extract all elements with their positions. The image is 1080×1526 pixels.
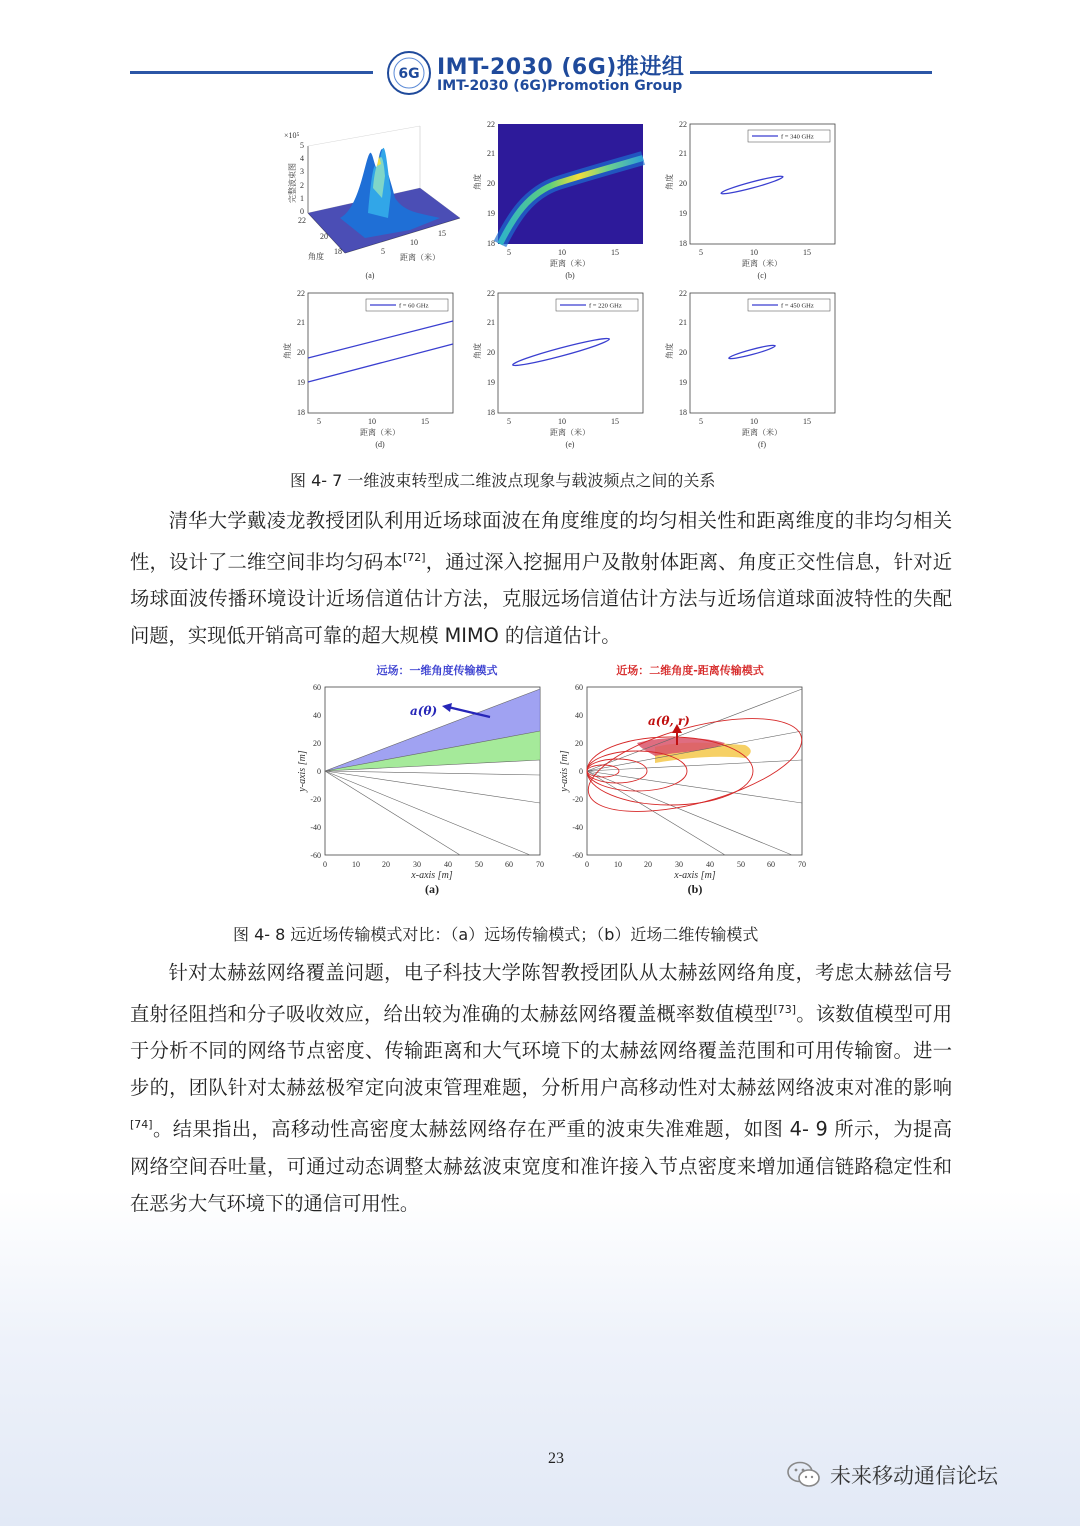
- fig47-panel-b: [468, 118, 653, 286]
- fa-x-2: 20: [382, 860, 390, 869]
- pf-xlabel: 距离（米）: [742, 428, 782, 437]
- fa-x-3: 30: [413, 860, 421, 869]
- pb-y-tick-2: 20: [487, 179, 495, 188]
- fa-y-2: 20: [313, 739, 321, 748]
- header-title: IMT-2030 (6G)推进组: [437, 55, 685, 80]
- fig48-panel-b: [555, 655, 820, 900]
- pf-y-tick-2: 20: [679, 348, 687, 357]
- pd-y-tick-1: 21: [297, 318, 305, 327]
- panel-a-label: (a): [365, 271, 375, 280]
- pd-x-tick-2: 15: [421, 417, 429, 426]
- fb-y-2: 20: [575, 739, 583, 748]
- pc-label: (c): [757, 271, 767, 280]
- pd-xlabel: 距离（米）: [360, 428, 400, 437]
- pb-y-tick-3: 19: [487, 209, 495, 218]
- pe-ylabel: 角度: [473, 343, 482, 359]
- pb-x-tick-1: 10: [558, 248, 566, 257]
- dist-label: 距离（米）: [400, 253, 440, 262]
- fig48b-annotation: a(θ, r): [648, 714, 690, 728]
- pc-xlabel: 距离（米）: [742, 259, 782, 268]
- pc-y-tick-0: 22: [679, 120, 687, 129]
- fa-x-6: 60: [505, 860, 513, 869]
- fb-y-5: -40: [572, 823, 583, 832]
- pc-y-tick-3: 19: [679, 209, 687, 218]
- pb-ylabel: 角度: [473, 174, 482, 190]
- pb-y-tick-0: 22: [487, 120, 495, 129]
- fa-label: (a): [425, 882, 439, 896]
- za-tick-5: 5: [300, 141, 304, 150]
- fb-x-5: 50: [737, 860, 745, 869]
- pd-y-tick-3: 19: [297, 378, 305, 387]
- angle-tick-0: 22: [298, 216, 306, 225]
- fig47-panel-e: [468, 287, 653, 455]
- fa-y-4: -20: [310, 795, 321, 804]
- header-rule-right: [690, 71, 932, 74]
- za-tick-3: 3: [300, 167, 304, 176]
- pf-legend: f = 450 GHz: [781, 302, 814, 310]
- fb-xlabel: x-axis [m]: [674, 870, 716, 881]
- pd-y-tick-2: 20: [297, 348, 305, 357]
- za-tick-4: 4: [300, 154, 304, 163]
- dist-tick-0: 15: [438, 229, 446, 238]
- pf-y-tick-1: 21: [679, 318, 687, 327]
- angle-tick-1: 20: [320, 232, 328, 241]
- pc-y-tick-1: 21: [679, 149, 687, 158]
- fb-y-6: -60: [572, 851, 583, 860]
- pc-x-tick-1: 10: [750, 248, 758, 257]
- watermark-text: 未来移动通信论坛: [830, 1464, 998, 1488]
- dist-tick-2: 5: [381, 247, 385, 256]
- pd-legend: f = 60 GHz: [399, 302, 429, 310]
- fa-ylabel: y-axis [m]: [297, 750, 308, 792]
- citation-72: [72]: [402, 551, 426, 564]
- pb-y-tick-4: 18: [487, 239, 495, 248]
- fb-x-6: 60: [767, 860, 775, 869]
- pd-x-tick-0: 5: [317, 417, 321, 426]
- watermark: [786, 1460, 998, 1490]
- pf-y-tick-0: 22: [679, 289, 687, 298]
- angle-tick-2: 18: [334, 247, 342, 256]
- fb-y-3: 0: [579, 767, 583, 776]
- pe-legend: f = 220 GHz: [589, 302, 622, 310]
- za-scale: ×10⁵: [284, 131, 300, 140]
- pe-label: (e): [565, 440, 575, 449]
- fig47-panel-f: [660, 287, 845, 455]
- pe-y-tick-2: 20: [487, 348, 495, 357]
- fa-x-1: 10: [352, 860, 360, 869]
- pd-ylabel: 角度: [283, 343, 292, 359]
- pe-y-tick-4: 18: [487, 408, 495, 417]
- pe-x-tick-2: 15: [611, 417, 619, 426]
- page-number: 23: [548, 1450, 564, 1467]
- fig47-panel-c: [660, 118, 845, 286]
- fa-x-4: 40: [444, 860, 452, 869]
- pd-y-tick-0: 22: [297, 289, 305, 298]
- paragraph-2: 针对太赫兹网络覆盖问题，电子科技大学陈智教授团队从太赫兹网络角度，考虑太赫兹信号直射径阻挡和分子吸收效应，给出较为准确的太赫兹网络覆盖概率数值模型[73]。该数值模型可用于分析不同的网络节点密度、传输距离和大气环境下的太赫兹网络覆盖范围和可用传输窗。进一步的，团队针对太赫兹极窄定向波束管理难题，分析用户高移动性对太赫兹网络波束对准的影响[74]。结果指出，高移动性高密度太赫兹网络存在严重的波束失准难题，如图 4- 9 所示，为提高网络空间吞吐量，可通过动态调整太赫兹波束宽度和准许接入节点密度来增加通信链路稳定性和在恶劣大气环境下的通信可用性。: [130, 961, 952, 1215]
- fb-x-0: 0: [585, 860, 589, 869]
- pe-y-tick-0: 22: [487, 289, 495, 298]
- pd-x-tick-1: 10: [368, 417, 376, 426]
- pf-y-tick-3: 19: [679, 378, 687, 387]
- citation-74: [74]: [130, 1118, 153, 1132]
- wechat-icon: [786, 1460, 822, 1490]
- fb-x-4: 40: [706, 860, 714, 869]
- fb-x-2: 20: [644, 860, 652, 869]
- pe-y-tick-3: 19: [487, 378, 495, 387]
- header-subtitle: IMT-2030 (6G)Promotion Group: [437, 78, 683, 94]
- fa-x-7: 70: [536, 860, 544, 869]
- fb-y-4: -20: [572, 795, 583, 804]
- pc-x-tick-2: 15: [803, 248, 811, 257]
- pf-ylabel: 角度: [665, 343, 674, 359]
- fb-x-3: 30: [675, 860, 683, 869]
- pe-x-tick-1: 10: [558, 417, 566, 426]
- fb-y-1: 40: [575, 711, 583, 720]
- dist-tick-1: 10: [410, 238, 418, 247]
- fb-x-1: 10: [614, 860, 622, 869]
- pc-ylabel: 角度: [665, 174, 674, 190]
- imt2030-logo-icon: [386, 50, 432, 96]
- pf-x-tick-2: 15: [803, 417, 811, 426]
- fb-y-0: 60: [575, 683, 583, 692]
- pf-y-tick-4: 18: [679, 408, 687, 417]
- pb-xlabel: 距离（米）: [550, 259, 590, 268]
- figure-4-7-caption: 图 4- 7 一维波束转型成二维波点现象与载波频点之间的关系: [290, 471, 716, 490]
- fb-x-7: 70: [798, 860, 806, 869]
- pb-x-tick-2: 15: [611, 248, 619, 257]
- pc-y-tick-4: 18: [679, 239, 687, 248]
- fa-x-0: 0: [323, 860, 327, 869]
- pb-x-tick-0: 5: [507, 248, 511, 257]
- figure-4-8-caption: 图 4- 8 远近场传输模式对比：（a）远场传输模式；（b）近场二维传输模式: [233, 925, 759, 944]
- pc-legend: f = 340 GHz: [781, 133, 814, 141]
- logo-text: 6G: [398, 66, 420, 82]
- za-tick-2: 2: [300, 181, 304, 190]
- fb-label: (b): [687, 882, 703, 896]
- fig47-panel-d: [278, 287, 463, 455]
- fig48-panel-a: [290, 655, 555, 900]
- pd-label: (d): [375, 440, 385, 449]
- za-tick-0: 0: [300, 207, 304, 216]
- fa-y-5: -40: [310, 823, 321, 832]
- pe-y-tick-1: 21: [487, 318, 495, 327]
- pe-x-tick-0: 5: [507, 417, 511, 426]
- fa-y-3: 0: [317, 767, 321, 776]
- pf-x-tick-0: 5: [699, 417, 703, 426]
- pb-y-tick-1: 21: [487, 149, 495, 158]
- za-label: 完整波束图: [288, 163, 297, 203]
- fa-y-1: 40: [313, 711, 321, 720]
- fig48a-title: 远场：一维角度传输模式: [376, 664, 498, 677]
- pe-xlabel: 距离（米）: [550, 428, 590, 437]
- pd-y-tick-4: 18: [297, 408, 305, 417]
- fa-xlabel: x-axis [m]: [411, 870, 453, 881]
- pb-label: (b): [565, 271, 575, 280]
- fa-y-6: -60: [310, 851, 321, 860]
- fa-y-0: 60: [313, 683, 321, 692]
- za-tick-1: 1: [300, 194, 304, 203]
- fig48b-title: 近场：二维角度-距离传输模式: [616, 664, 764, 677]
- fig48a-annotation: a(θ): [410, 704, 438, 718]
- pc-y-tick-2: 20: [679, 179, 687, 188]
- paragraph-1: 清华大学戴凌龙教授团队利用近场球面波在角度维度的均匀相关性和距离维度的非均匀相关性，设计了二维空间非均匀码本[72]，通过深入挖掘用户及散射体距离、角度正交性信息，针对近场球面波传播环境设计近场信道估计方法，克服远场信道估计方法与近场信道球面波特性的失配问题，实现低开销高可靠的超大规模 MIMO 的信道估计。: [130, 509, 952, 648]
- angle-label: 角度: [308, 252, 324, 261]
- header-rule-left: [130, 71, 373, 74]
- pf-x-tick-1: 10: [750, 417, 758, 426]
- fb-ylabel: y-axis [m]: [559, 750, 570, 792]
- pc-x-tick-0: 5: [699, 248, 703, 257]
- citation-73: [73]: [773, 1003, 797, 1016]
- fig47-panel-a: [270, 118, 470, 288]
- pf-label: (f): [758, 440, 766, 449]
- fa-x-5: 50: [475, 860, 483, 869]
